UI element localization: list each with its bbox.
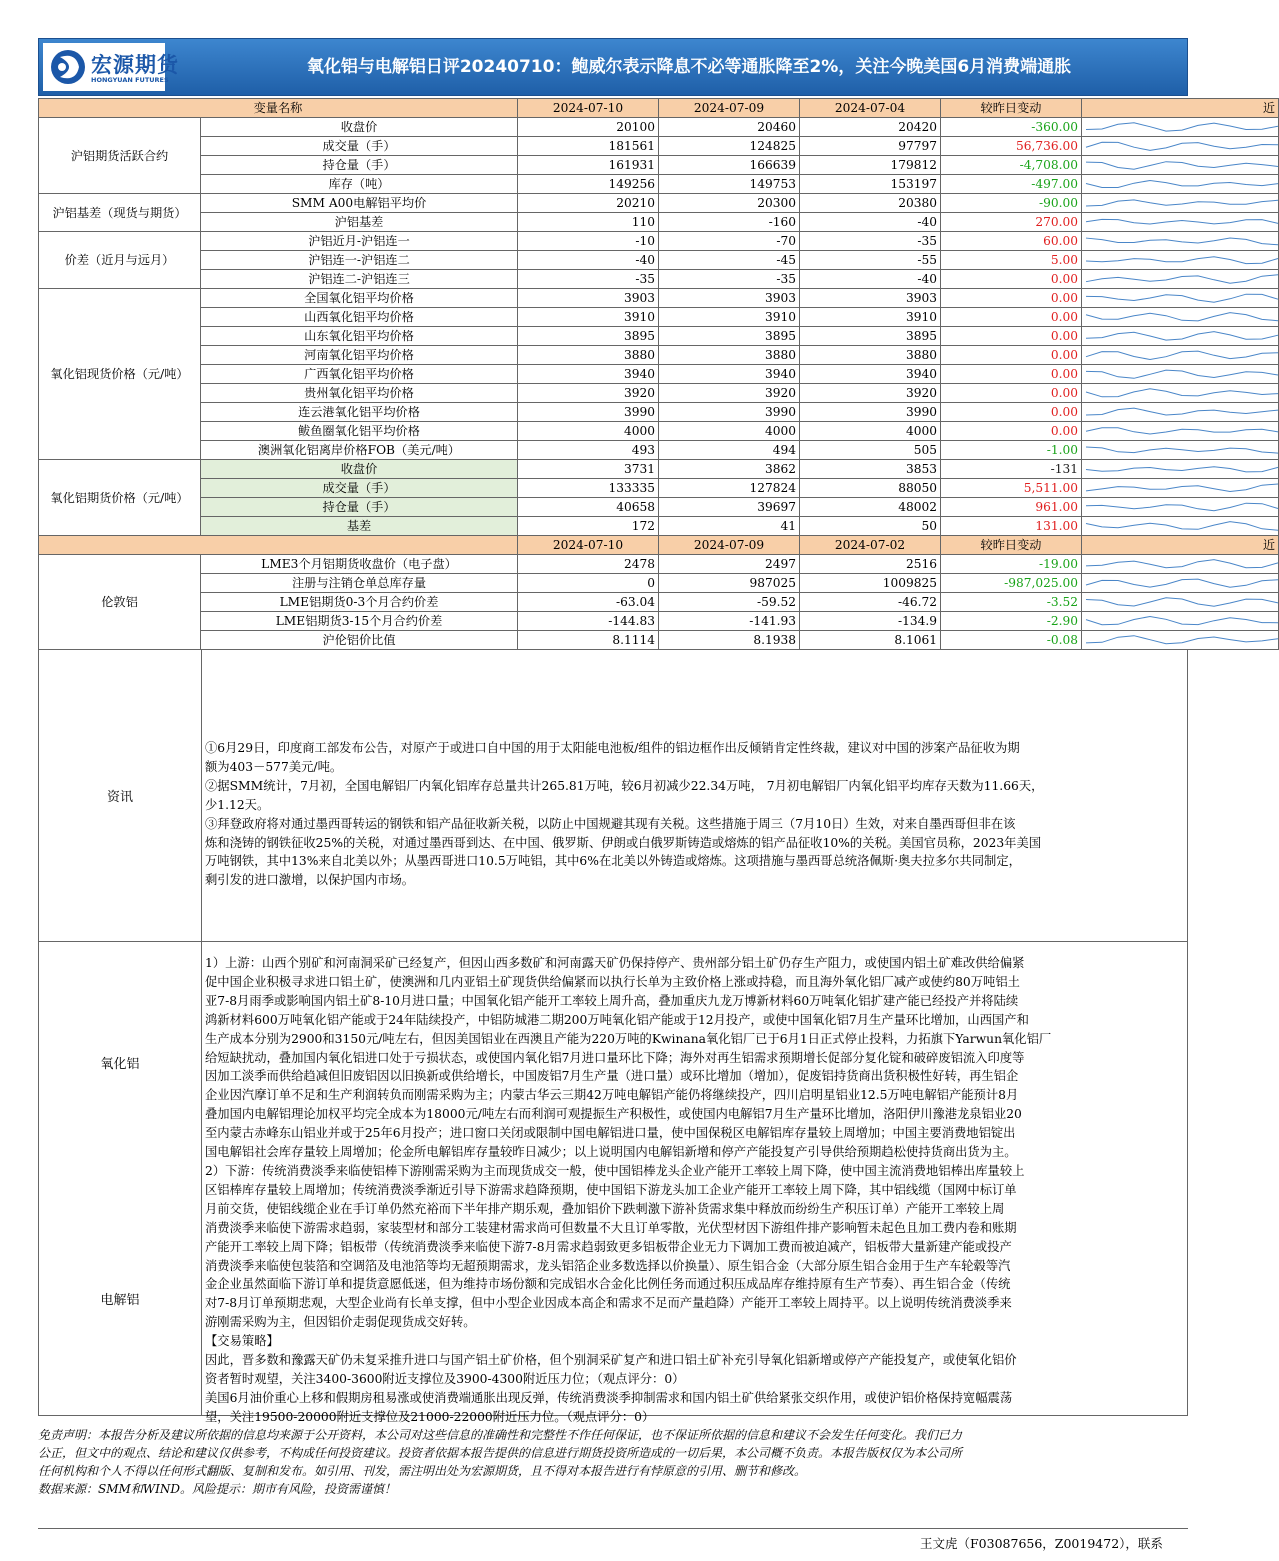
table-row (39, 137, 1279, 156)
sparkline-cell (1082, 365, 1279, 384)
trend-sparkline (1082, 613, 1279, 630)
table-row (39, 365, 1279, 384)
cell-v3: 97797 (800, 137, 941, 156)
cell-name: 收盘价 (201, 460, 518, 479)
cell-v2: 20460 (659, 118, 800, 137)
cell-v1: 3990 (518, 403, 659, 422)
text-line: 2）下游：传统消费淡季来临使铝棒下游刚需采购为主而现货成交一般，使中国铝棒龙头企业产能开工率较上周下降，使中国主流消费地铝棒出库量较上 (205, 1163, 1025, 1178)
text-line: 额为403－577美元/吨。 (205, 759, 343, 774)
cell-chg: 0.00 (941, 403, 1082, 422)
header-var: 变量名称 (39, 99, 518, 118)
trend-sparkline (1082, 233, 1279, 250)
table-row (39, 574, 1279, 593)
cell-v3: 20380 (800, 194, 941, 213)
table-row (39, 289, 1279, 308)
trend-sparkline (1082, 176, 1279, 193)
cell-name: 广西氧化铝平均价格 (201, 365, 518, 384)
text-line: 【交易策略】 (205, 1334, 279, 1349)
cell-chg: -1.00 (941, 441, 1082, 460)
cell-v2: 3862 (659, 460, 800, 479)
sparkline-cell (1082, 118, 1279, 137)
table-row (39, 232, 1279, 251)
cell-v1: 161931 (518, 156, 659, 175)
cell-v2: 4000 (659, 422, 800, 441)
cell-v1: 20100 (518, 118, 659, 137)
cell-v2: 3903 (659, 289, 800, 308)
cell-v2: 20300 (659, 194, 800, 213)
cell-name: 成交量（手） (201, 137, 518, 156)
cell-v3: -46.72 (800, 593, 941, 612)
cell-name: 沪铝连一-沪铝连二 (201, 251, 518, 270)
header-d1: 2024-07-10 (518, 99, 659, 118)
cell-name: 沪铝近月-沪铝连一 (201, 232, 518, 251)
sparkline-cell (1082, 574, 1279, 593)
text-line: 炼和浇铸的钢铁征收25%的关税，对通过墨西哥到达、在中国、俄罗斯、伊朗或白俄罗斯铸造或熔炼的铝产品征收10%的关税。美国官员称，2023年美国 (205, 835, 1042, 850)
cell-v1: 110 (518, 213, 659, 232)
cell-chg: 5,511.00 (941, 479, 1082, 498)
cell-v1: 3731 (518, 460, 659, 479)
header-trend: 近 (1082, 99, 1279, 118)
cell-v3: 8.1061 (800, 631, 941, 650)
text-line: 给短缺扰动，叠加国内氧化铝进口处于亏损状态，或使国内氧化铝7月进口量环比下降；海外对再生铝需求预期增长促部分复化锭和破碎废铝流入印度等 (205, 1050, 1025, 1065)
trend-sparkline (1082, 157, 1279, 174)
table-header-row (39, 99, 1279, 118)
table-row (39, 403, 1279, 422)
text-line: 国电解铝社会库存量较上周增加；伦金所电解铝库存量较昨日减少；以上说明国内电解铝新增和停产产能投复产引导供给预期趋松使持货商出货为主。 (205, 1145, 1017, 1160)
report-title: 氧化铝与电解铝日评20240710：鲍威尔表示降息不必等通胀降至2%，关注今晚美国6月消费端通胀 (306, 57, 1072, 77)
sparkline-cell (1082, 498, 1279, 517)
cell-chg: -90.00 (941, 194, 1082, 213)
cell-v3: 3990 (800, 403, 941, 422)
cell-v1: 3940 (518, 365, 659, 384)
text-line: 因此，晋多数和豫露天矿仍未复采推升进口与国产铝土矿价格，但个别洞采矿复产和进口铝土矿补充引导氧化铝新增或停产产能投复产，或使氧化铝价 (205, 1353, 1017, 1368)
table-row (39, 460, 1279, 479)
hongyuan-logo-icon (49, 48, 87, 86)
cell-v2: 3940 (659, 365, 800, 384)
table-row (39, 308, 1279, 327)
cell-v1: 40658 (518, 498, 659, 517)
logo-chinese-name: 宏源期货 (91, 53, 179, 77)
cell-chg: -19.00 (941, 555, 1082, 574)
cell-v3: 88050 (800, 479, 941, 498)
cell-chg: 0.00 (941, 289, 1082, 308)
cell-v1: -144.83 (518, 612, 659, 631)
cell-v1: 2478 (518, 555, 659, 574)
text-line: 少1.12天。 (205, 797, 270, 812)
trend-sparkline (1082, 214, 1279, 231)
sparkline-cell (1082, 270, 1279, 289)
header-d2: 2024-07-09 (659, 536, 800, 555)
news-lines (205, 739, 1043, 890)
news-label: 资讯 (39, 649, 202, 941)
table-row (39, 327, 1279, 346)
cell-v1: 133335 (518, 479, 659, 498)
cell-name: 基差 (201, 517, 518, 536)
sparkline-cell (1082, 555, 1279, 574)
cell-v1: 8.1114 (518, 631, 659, 650)
text-line: 鸿新材料600万吨氧化铝产能或于24年陆续投产，中铝防城港二期200万吨氧化铝产能或于12月投产，或使中国氧化铝7月生产量环比增加，山西国产和 (205, 1012, 1029, 1027)
cell-name: 山西氧化铝平均价格 (201, 308, 518, 327)
sparkline-cell (1082, 194, 1279, 213)
category-cell: 氧化铝现货价格（元/吨） (39, 289, 201, 460)
sparkline-cell (1082, 232, 1279, 251)
table-row (39, 213, 1279, 232)
trend-sparkline (1082, 442, 1279, 459)
trend-sparkline (1082, 518, 1279, 535)
header-chg: 较昨日变动 (941, 536, 1082, 555)
cell-v1: 172 (518, 517, 659, 536)
company-logo (43, 43, 179, 91)
report-header (38, 38, 1188, 96)
cell-chg: -0.08 (941, 631, 1082, 650)
text-line: 免责声明：本报告分析及建议所依据的信息均来源于公开资料，本公司对这些信息的准确性和完整性不作任何保证，也不保证所依据的信息和建议不会发生任何变化。我们已力 (38, 1428, 963, 1442)
cell-v3: 3853 (800, 460, 941, 479)
cell-chg: -131 (941, 460, 1082, 479)
cell-v1: 3920 (518, 384, 659, 403)
cell-name: 山东氧化铝平均价格 (201, 327, 518, 346)
cell-v1: -35 (518, 270, 659, 289)
cell-v2: -70 (659, 232, 800, 251)
header-blank (39, 536, 518, 555)
cell-v3: -134.9 (800, 612, 941, 631)
header-chg: 较昨日变动 (941, 99, 1082, 118)
trend-sparkline (1082, 556, 1279, 573)
cell-name: 成交量（手） (201, 479, 518, 498)
cell-v3: 3940 (800, 365, 941, 384)
cell-v3: 48002 (800, 498, 941, 517)
cell-name: LME铝期货3-15个月合约价差 (201, 612, 518, 631)
cell-v1: 3880 (518, 346, 659, 365)
text-line: 企业因汽摩订单不足和生产利润转负而刚需采购为主；内蒙古华云三期42万吨电解铝产能仍将继续投产，四川启明星铝业12.5万吨电解铝产能预计8月 (205, 1088, 1019, 1103)
trend-sparkline (1082, 366, 1279, 383)
text-line: 万吨钢铁，其中13%来自北美以外；从墨西哥进口10.5万吨铝，其中6%在北美以外铸造或熔炼。这项措施与墨西哥总统洛佩斯·奥夫拉多尔共同制定， (205, 854, 1021, 869)
cell-v2: 3990 (659, 403, 800, 422)
table-row (39, 422, 1279, 441)
disclaimer (38, 1426, 1188, 1498)
sparkline-cell (1082, 460, 1279, 479)
text-line: 促中国企业积极寻求进口铝土矿，使澳洲和几内亚铝土矿现货供给偏紧而以执行长单为主致价格上涨或持稳，而且海外氧化铝厂减产或使约80万吨铝土 (205, 974, 1020, 989)
text-line: 任何机构和个人不得以任何形式翻版、复制和发布。如引用、刊发，需注明出处为宏源期货，且不得对本报告进行有悖原意的引用、删节和修改。 (38, 1464, 807, 1478)
trend-sparkline (1082, 309, 1279, 326)
news-section (38, 649, 1188, 942)
cell-v2: 3910 (659, 308, 800, 327)
cell-name: 河南氧化铝平均价格 (201, 346, 518, 365)
cell-name: 持仓量（手） (201, 498, 518, 517)
cell-v3: 3910 (800, 308, 941, 327)
table-row (39, 593, 1279, 612)
text-line: 剩引发的进口激增，以保护国内市场。 (205, 873, 415, 888)
cell-v2: 124825 (659, 137, 800, 156)
cell-name: 沪铝基差 (201, 213, 518, 232)
cell-v2: 2497 (659, 555, 800, 574)
category-cell: 价差（近月与远月） (39, 232, 201, 289)
text-line: 1）上游：山西个别矿和河南洞采矿已经复产，但因山西多数矿和河南露天矿仍保持停产、贵州部分铝土矿仍存生产阻力，或使国内铝土矿难改供给偏紧 (205, 956, 1025, 970)
cell-v3: -40 (800, 270, 941, 289)
cell-v2: -141.93 (659, 612, 800, 631)
cell-v2: 39697 (659, 498, 800, 517)
table-row (39, 612, 1279, 631)
sparkline-cell (1082, 441, 1279, 460)
table-row (39, 194, 1279, 213)
cell-chg: 60.00 (941, 232, 1082, 251)
text-line: ①6月29日，印度商工部发布公告，对原产于或进口自中国的用于太阳能电池板/组件的铝边框作出反倾销肯定性终裁，建议对中国的涉案产品征收为期 (205, 741, 1020, 755)
table-row (39, 251, 1279, 270)
cell-v2: -59.52 (659, 593, 800, 612)
text-line: 金企业虽然面临下游订单和提货意愿低迷，但为维持市场份额和完成铝水合金化比例任务而通过积压成品库存维持原有生产节奏）、再生铝合金（传统 (205, 1277, 1011, 1292)
sparkline-cell (1082, 631, 1279, 650)
table-row (39, 346, 1279, 365)
text-line: 消费淡季来临使包装箔和空调箔及电池箔等均无超预期需求，龙头铝箔企业多数选择以价换量）、原生铝合金（大部分原生铝合金用于生产车轮毂等汽 (205, 1258, 1011, 1273)
cell-name: 澳洲氧化铝离岸价格FOB（美元/吨） (201, 441, 518, 460)
text-line: 区铝棒库存量较上周增加；传统消费淡季渐近引导下游需求趋降预期，使中国铝下游龙头加工企业产能开工率较上周下降，其中铝线缆（国网中标订单 (205, 1182, 1017, 1197)
text-line: 望，关注19500-20000附近支撑位及21000-22000附近压力位。（观点评分：0） (205, 1409, 655, 1424)
sparkline-cell (1082, 479, 1279, 498)
header-trend: 近 (1082, 536, 1279, 555)
sparkline-cell (1082, 251, 1279, 270)
cell-chg: -987,025.00 (941, 574, 1082, 593)
cell-chg: 0.00 (941, 270, 1082, 289)
table-row (39, 384, 1279, 403)
cell-v3: 4000 (800, 422, 941, 441)
cell-v3: 3895 (800, 327, 941, 346)
text-line: 公正，但文中的观点、结论和建议仅供参考，不构成任何投资建议。投资者依据本报告提供的信息进行期货投资所造成的一切后果，本公司概不负责。本报告版权仅为本公司所 (38, 1446, 963, 1460)
cell-v2: 987025 (659, 574, 800, 593)
news-content (205, 649, 1187, 941)
cell-v1: 149256 (518, 175, 659, 194)
text-line: 产能开工率较上周下降；铝板带（传统消费淡季来临使下游7-8月需求趋弱致更多铝板带企业无力下调加工费而被迫减产，铝板带大量新建产能或投产 (205, 1239, 1012, 1254)
cell-chg: 0.00 (941, 365, 1082, 384)
trend-sparkline (1082, 271, 1279, 288)
cell-v1: 20210 (518, 194, 659, 213)
table-row (39, 118, 1279, 137)
sparkline-cell (1082, 213, 1279, 232)
cell-name: 贵州氧化铝平均价格 (201, 384, 518, 403)
trend-sparkline (1082, 347, 1279, 364)
table-row (39, 631, 1279, 650)
trend-sparkline (1082, 138, 1279, 155)
header-d3: 2024-07-02 (800, 536, 941, 555)
cell-v3: -55 (800, 251, 941, 270)
text-line: 月前交货，使铝线缆企业在手订单仍然充裕而下半年排产期乐观，叠加铝价下跌刺激下游补货需求集中释放而纷纷生产积压订单）产能开工率较上周 (205, 1201, 1005, 1216)
text-line: 至内蒙古赤峰东山铝业并或于25年6月投产；进口窗口关闭或限制中国电解铝进口量，使中国保税区电解铝库存量较上周增加；中国主要消费地铝锭出 (205, 1126, 1016, 1141)
trend-sparkline (1082, 499, 1279, 516)
cell-v3: 179812 (800, 156, 941, 175)
cell-name: LME3个月铝期货收盘价（电子盘） (201, 555, 518, 574)
cell-v2: 494 (659, 441, 800, 460)
cell-v3: 20420 (800, 118, 941, 137)
cell-v2: -160 (659, 213, 800, 232)
cell-chg: -2.90 (941, 612, 1082, 631)
cell-v3: 50 (800, 517, 941, 536)
cell-chg: -497.00 (941, 175, 1082, 194)
analysis-content (205, 954, 1187, 1424)
alumina-label: 氧化铝 (39, 942, 202, 1182)
cell-v1: -10 (518, 232, 659, 251)
table-row (39, 175, 1279, 194)
sparkline-cell (1082, 422, 1279, 441)
text-line: 叠加国内电解铝理论加权平均完全成本为18000元/吨左右而利润可观提振生产积极性，或使国内电解铝7月生产量环比增加，洛阳伊川豫港龙泉铝业20 (205, 1107, 1022, 1122)
cell-v1: -63.04 (518, 593, 659, 612)
trend-sparkline (1082, 461, 1279, 478)
trend-sparkline (1082, 385, 1279, 402)
cell-chg: 56,736.00 (941, 137, 1082, 156)
sparkline-cell (1082, 156, 1279, 175)
trend-sparkline (1082, 594, 1279, 611)
trend-sparkline (1082, 195, 1279, 212)
sparkline-cell (1082, 175, 1279, 194)
trend-sparkline (1082, 423, 1279, 440)
trend-sparkline (1082, 575, 1279, 592)
text-line: 资者暂时观望，关注3400-3600附近支撑位及3900-4300附近压力位；（观点评分：0） (205, 1371, 685, 1386)
author-divider (38, 1528, 1188, 1529)
cell-name: 收盘价 (201, 118, 518, 137)
text-line: 生产成本分别为2900和3150元/吨左右，但因美国铝业在西澳且产能为220万吨的Kwinana氧化铝厂已于6月1日正式停止投料，力拓旗下Yarwun氧化铝厂 (205, 1031, 1052, 1046)
cell-v2: 3895 (659, 327, 800, 346)
cell-v1: 181561 (518, 137, 659, 156)
data-table (38, 98, 1279, 650)
cell-v3: 3903 (800, 289, 941, 308)
cell-v1: 493 (518, 441, 659, 460)
cell-v1: -40 (518, 251, 659, 270)
cell-chg: 5.00 (941, 251, 1082, 270)
text-line: 数据来源：SMM和WIND。风险提示：期市有风险，投资需谨慎！ (38, 1482, 396, 1496)
cell-v2: 166639 (659, 156, 800, 175)
aluminum-label: 电解铝 (39, 1182, 202, 1415)
sparkline-cell (1082, 289, 1279, 308)
trend-sparkline (1082, 119, 1279, 136)
cell-v3: -40 (800, 213, 941, 232)
cell-v3: -35 (800, 232, 941, 251)
sparkline-cell (1082, 137, 1279, 156)
sparkline-cell (1082, 308, 1279, 327)
cell-v1: 3903 (518, 289, 659, 308)
category-cell: 伦敦铝 (39, 555, 201, 650)
cell-v3: 3880 (800, 346, 941, 365)
cell-v2: 3880 (659, 346, 800, 365)
text-line: 亚7-8月雨季或影响国内铝土矿8-10月进口量；中国氧化铝产能开工率较上周升高，叠加重庆九龙万博新材料60万吨氧化铝扩建产能已经投产并将陆续 (205, 993, 1019, 1008)
cell-name: 连云港氧化铝平均价格 (201, 403, 518, 422)
sparkline-cell (1082, 327, 1279, 346)
cell-chg: 0.00 (941, 384, 1082, 403)
cell-v1: 4000 (518, 422, 659, 441)
cell-chg: -360.00 (941, 118, 1082, 137)
header-d2: 2024-07-09 (659, 99, 800, 118)
text-line: 消费淡季来临使下游需求趋弱，家装型材和部分工装建材需求尚可但数量不大且订单零散，光伏型材因下游组件排产影响暂未起色且加工费内卷和账期 (205, 1220, 1017, 1235)
cell-chg: 131.00 (941, 517, 1082, 536)
cell-v1: 3895 (518, 327, 659, 346)
sparkline-cell (1082, 346, 1279, 365)
text-line: 游刚需采购为主，但因铝价走弱促现货成交好转。 (205, 1315, 476, 1330)
table-row (39, 441, 1279, 460)
table-row (39, 479, 1279, 498)
cell-v2: 3920 (659, 384, 800, 403)
text-line: ③拜登政府将对通过墨西哥转运的钢铁和铝产品征收新关税，以防止中国规避其现有关税。这些措施于周三（7月10日）生效，对来自墨西哥但非在该 (205, 816, 1016, 831)
text-line: 对7-8月订单预期悲观，大型企业尚有长单支撑，但中小型企业因成本高企和需求不足而产量趋降）产能开工率较上周持平。以上说明传统消费淡季来 (205, 1296, 1012, 1311)
table-row (39, 156, 1279, 175)
cell-name: 全国氧化铝平均价格 (201, 289, 518, 308)
table-row (39, 270, 1279, 289)
trend-sparkline (1082, 632, 1279, 649)
cell-name: 持仓量（手） (201, 156, 518, 175)
cell-chg: 0.00 (941, 346, 1082, 365)
header-d1: 2024-07-10 (518, 536, 659, 555)
cell-name: SMM A00电解铝平均价 (201, 194, 518, 213)
author-contact: 王文虎（F03087656，Z0019472），联系 (920, 1536, 1163, 1551)
sparkline-cell (1082, 403, 1279, 422)
logo-english-name: HONGYUAN FUTURES (91, 76, 169, 84)
cell-name: 注册与注销仓单总库存量 (201, 574, 518, 593)
cell-chg: 270.00 (941, 213, 1082, 232)
trend-sparkline (1082, 404, 1279, 421)
cell-name: 库存（吨） (201, 175, 518, 194)
cell-v2: 8.1938 (659, 631, 800, 650)
cell-v1: 0 (518, 574, 659, 593)
analysis-section (38, 942, 1188, 1424)
cell-name: LME铝期货0-3个月合约价差 (201, 593, 518, 612)
trend-sparkline (1082, 290, 1279, 307)
text-line: ②据SMM统计，7月初，全国电解铝厂内氧化铝库存总量共计265.81万吨，较6月初减少22.34万吨， 7月初电解铝厂内氧化铝平均库存天数为11.66天， (205, 778, 1044, 793)
cell-chg: 961.00 (941, 498, 1082, 517)
category-cell: 沪铝基差（现货与期货） (39, 194, 201, 232)
text-line: 因加工淡季而供给趋减但旧废铝因以旧换新或供给增长，中国废铝7月生产量（进口量）或环比增加（增加），促废铝持货商出货积极性好转，再生铝企 (205, 1069, 1019, 1084)
trend-sparkline (1082, 480, 1279, 497)
trend-sparkline (1082, 328, 1279, 345)
cell-name: 鲅鱼圈氧化铝平均价格 (201, 422, 518, 441)
cell-v1: 3910 (518, 308, 659, 327)
cell-v2: 149753 (659, 175, 800, 194)
sparkline-cell (1082, 517, 1279, 536)
cell-v2: 127824 (659, 479, 800, 498)
cell-v3: 1009825 (800, 574, 941, 593)
cell-name: 沪伦铝价比值 (201, 631, 518, 650)
cell-name: 沪铝连二-沪铝连三 (201, 270, 518, 289)
cell-v3: 2516 (800, 555, 941, 574)
cell-chg: 0.00 (941, 327, 1082, 346)
cell-v2: 41 (659, 517, 800, 536)
text-line: 美国6月油价重心上移和假期房租易涨或使消费端通胀出现反弹，传统消费淡季抑制需求和国内铝土矿供给紧张交织作用，或使沪铝价格保持宽幅震荡 (205, 1390, 1013, 1405)
cell-v3: 153197 (800, 175, 941, 194)
sparkline-cell (1082, 593, 1279, 612)
cell-chg: -4,708.00 (941, 156, 1082, 175)
sparkline-cell (1082, 384, 1279, 403)
cell-chg: -3.52 (941, 593, 1082, 612)
sparkline-cell (1082, 612, 1279, 631)
table-row (39, 555, 1279, 574)
cell-v2: -45 (659, 251, 800, 270)
category-cell: 氧化铝期货价格（元/吨） (39, 460, 201, 536)
cell-v3: 3920 (800, 384, 941, 403)
cell-chg: 0.00 (941, 422, 1082, 441)
category-cell: 沪铝期货活跃合约 (39, 118, 201, 194)
cell-v3: 505 (800, 441, 941, 460)
table-row (39, 517, 1279, 536)
table-header-row (39, 536, 1279, 555)
cell-v2: -35 (659, 270, 800, 289)
trend-sparkline (1082, 252, 1279, 269)
header-d3: 2024-07-04 (800, 99, 941, 118)
table-row (39, 498, 1279, 517)
cell-chg: 0.00 (941, 308, 1082, 327)
